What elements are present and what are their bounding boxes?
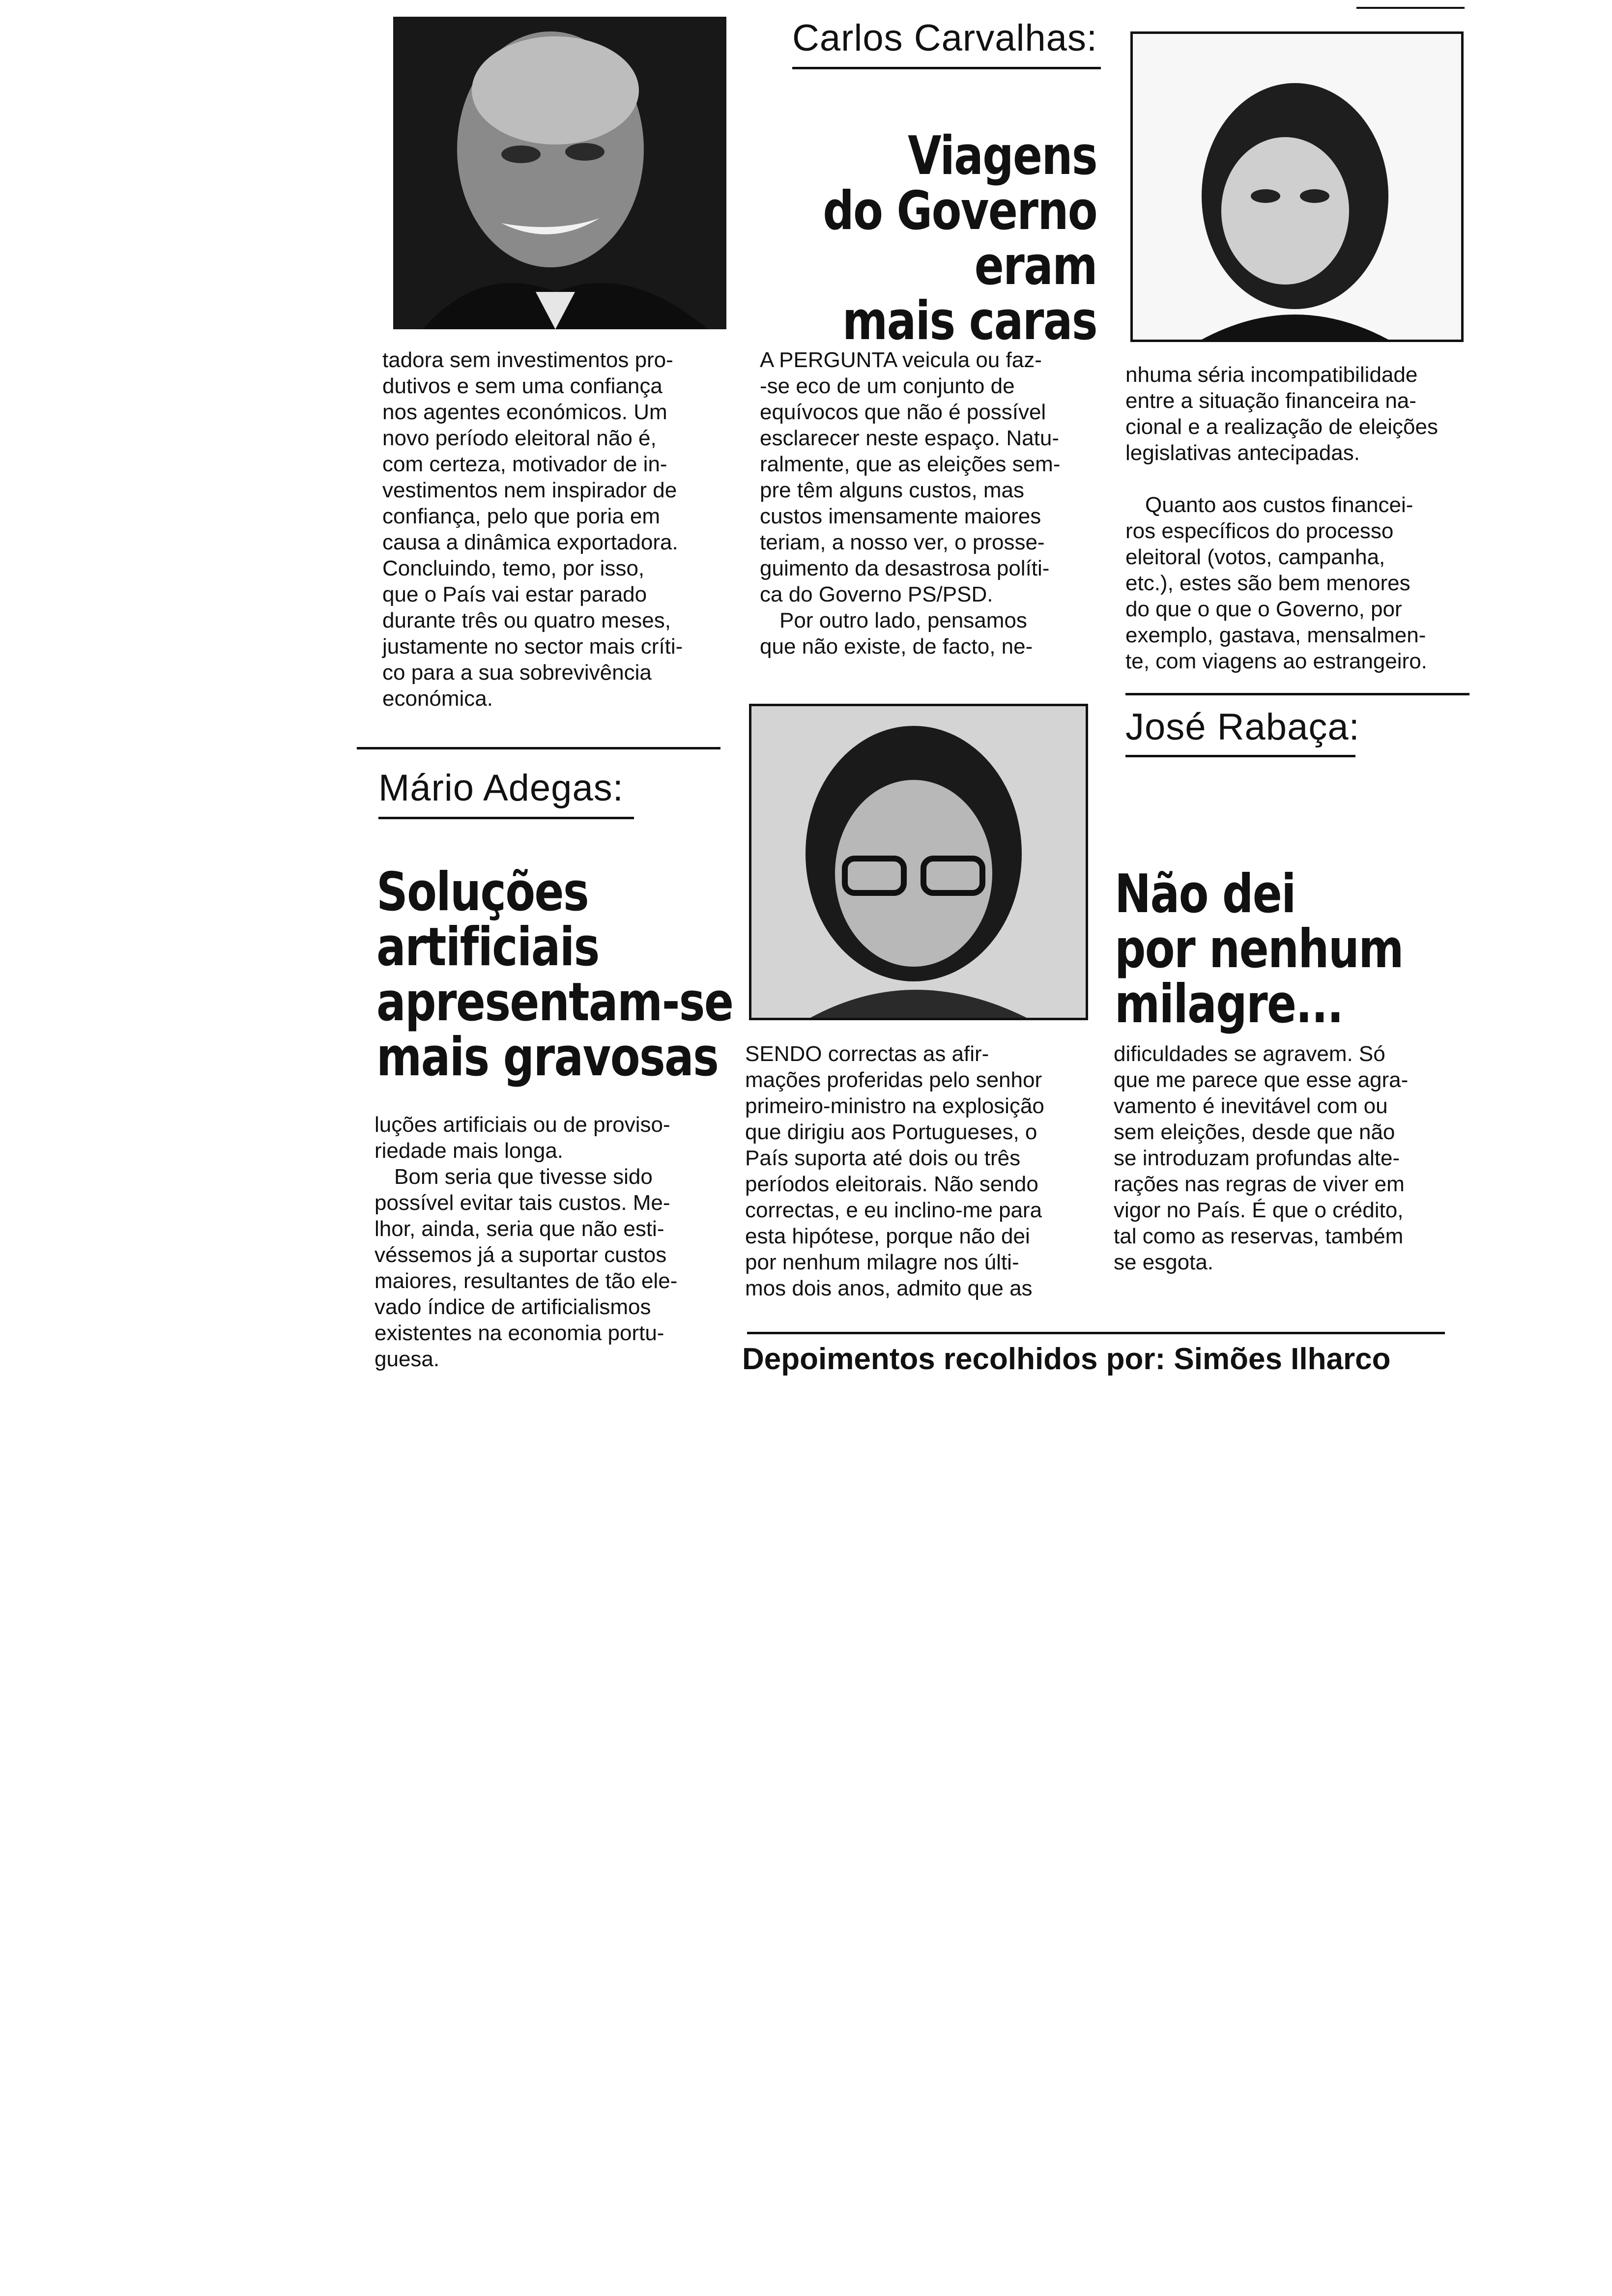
text-line: dutivos e sem uma confiança — [382, 374, 662, 398]
text-line: lhor, ainda, seria que não esti- — [374, 1217, 664, 1241]
headline-line: milagre... — [1115, 974, 1343, 1035]
text-line: períodos eleitorais. Não sendo — [745, 1172, 1038, 1196]
text-line: maiores, resultantes de tão ele- — [374, 1269, 678, 1293]
portrait-photo-top-left — [393, 17, 726, 329]
text-line: se introduzam profundas alte- — [1114, 1146, 1400, 1170]
text-line: entre a situação financeira na- — [1125, 389, 1416, 413]
text-line: existentes na economia portu- — [374, 1321, 664, 1345]
text-line: vado índice de artificialismos — [374, 1295, 651, 1319]
text-line: exemplo, gastava, mensalmen- — [1125, 623, 1426, 647]
text-line: ros específicos do processo — [1125, 519, 1394, 543]
text-line: vigor no País. É que o crédito, — [1114, 1198, 1404, 1222]
text-line: vestimentos nem inspirador de — [382, 478, 677, 502]
headline-solucoes-artificiais — [376, 861, 733, 1088]
text-line: A PERGUNTA veicula ou faz- — [760, 348, 1042, 372]
text-line: por nenhum milagre nos últi- — [745, 1250, 1019, 1274]
headline-line: Não dei — [1115, 863, 1295, 925]
text-line: possível evitar tais custos. Me- — [374, 1191, 670, 1215]
text-line: custos imensamente maiores — [760, 504, 1041, 528]
text-line: esclarecer neste espaço. Natu- — [760, 426, 1059, 450]
text-line: guimento da desastrosa políti- — [760, 556, 1050, 580]
text-line: Por outro lado, pensamos — [779, 608, 1027, 632]
text-line: ca do Governo PS/PSD. — [760, 582, 993, 606]
byline-carlos-carvalhas: Carlos Carvalhas: — [792, 17, 1097, 59]
text-line: cional e a realização de eleições — [1125, 415, 1438, 439]
text-line: que me parece que esse agra- — [1114, 1068, 1409, 1092]
portrait-photo-top-right — [1130, 31, 1464, 342]
text-line: nhuma séria incompatibilidade — [1125, 363, 1418, 387]
headline-line: do Governo — [823, 180, 1097, 242]
section-rule-right — [1125, 693, 1469, 695]
text-line: confiança, pelo que poria em — [382, 504, 661, 528]
article-column-carvalhas-1 — [760, 347, 1097, 660]
text-line: correctas, e eu inclino-me para — [745, 1198, 1042, 1222]
text-line: causa a dinâmica exportadora. — [382, 530, 678, 554]
text-line: tal como as reservas, também — [1114, 1224, 1404, 1248]
text-line: legislativas antecipadas. — [1125, 441, 1360, 465]
text-line: etc.), estes são bem menores — [1125, 571, 1410, 595]
credit-line: Depoimentos recolhidos por: Simões Ilharco — [742, 1342, 1391, 1376]
article-column-rabaca — [1114, 1041, 1458, 1275]
headline-line: Soluções — [376, 861, 589, 923]
text-line: se esgota. — [1114, 1250, 1214, 1274]
text-line: que dirigiu aos Portugueses, o — [745, 1120, 1037, 1144]
text-line: vamento é inevitável com ou — [1114, 1094, 1388, 1118]
section-rule-left — [357, 747, 720, 749]
article-column-middle — [745, 1041, 1089, 1301]
text-line: guesa. — [374, 1347, 440, 1371]
headline-line: mais gravosas — [376, 1027, 719, 1088]
text-line: ralmente, que as eleições sem- — [760, 452, 1061, 476]
text-line: novo período eleitoral não é, — [382, 426, 657, 450]
article-column-carvalhas-2 — [1125, 362, 1465, 674]
text-line: luções artificiais ou de proviso- — [374, 1113, 670, 1137]
text-line: primeiro-ministro na explosição — [745, 1094, 1044, 1118]
text-line: dificuldades se agravem. Só — [1114, 1042, 1385, 1066]
text-line: riedade mais longa. — [374, 1139, 564, 1163]
text-line: co para a sua sobrevivência — [382, 660, 652, 685]
text-line: que não existe, de facto, ne- — [760, 634, 1033, 659]
text-line: mações proferidas pelo senhor — [745, 1068, 1042, 1092]
text-line: te, com viagens ao estrangeiro. — [1125, 649, 1427, 673]
headline-line: artificiais — [376, 917, 599, 978]
text-line: sem eleições, desde que não — [1114, 1120, 1395, 1144]
text-line: esta hipótese, porque não dei — [745, 1224, 1030, 1248]
byline-mario-adegas: Mário Adegas: — [378, 767, 624, 809]
text-line: pre têm alguns custos, mas — [760, 478, 1025, 502]
byline-underline — [378, 817, 634, 819]
text-line: justamente no sector mais críti- — [382, 634, 683, 659]
byline-underline — [1125, 755, 1355, 757]
headline-line: eram — [974, 235, 1097, 297]
text-line: que o País vai estar parado — [382, 582, 647, 606]
top-rule — [1356, 7, 1465, 9]
headline-line: mais caras — [842, 290, 1097, 352]
byline-underline — [792, 67, 1101, 69]
headline-line: apresentam-se — [376, 972, 733, 1033]
article-column-adegas — [374, 1112, 719, 1372]
headline-viagens-do-governo — [823, 125, 1097, 352]
text-line: tadora sem investimentos pro- — [382, 348, 673, 372]
headline-line: Viagens — [908, 125, 1097, 187]
text-line: com certeza, motivador de in- — [382, 452, 667, 476]
text-line: teriam, a nosso ver, o prosse- — [760, 530, 1045, 554]
text-line: mos dois anos, admito que as — [745, 1276, 1033, 1300]
text-line: -se eco de um conjunto de — [760, 374, 1015, 398]
headline-nao-dei-por-nenhum-milagre — [1115, 863, 1403, 1035]
text-line: nos agentes económicos. Um — [382, 400, 667, 424]
text-line: do que o que o Governo, por — [1125, 597, 1402, 621]
text-line: véssemos já a suportar custos — [374, 1243, 667, 1267]
headline-line: por nenhum — [1115, 918, 1403, 980]
credit-rule — [747, 1332, 1445, 1334]
byline-jose-rabaca: José Rabaça: — [1125, 706, 1360, 748]
text-line: económica. — [382, 687, 493, 711]
text-line: Quanto aos custos financei- — [1145, 493, 1413, 517]
text-line: Bom seria que tivesse sido — [394, 1165, 653, 1189]
text-line: durante três ou quatro meses, — [382, 608, 671, 632]
text-line: SENDO correctas as afir- — [745, 1042, 989, 1066]
text-line: equívocos que não é possível — [760, 400, 1046, 424]
portrait-photo-middle — [749, 704, 1088, 1020]
article-column-top-left — [382, 347, 721, 712]
text-line: Concluindo, temo, por isso, — [382, 556, 645, 580]
text-line: rações nas regras de viver em — [1114, 1172, 1405, 1196]
text-line: País suporta até dois ou três — [745, 1146, 1021, 1170]
text-line: eleitoral (votos, campanha, — [1125, 545, 1385, 569]
